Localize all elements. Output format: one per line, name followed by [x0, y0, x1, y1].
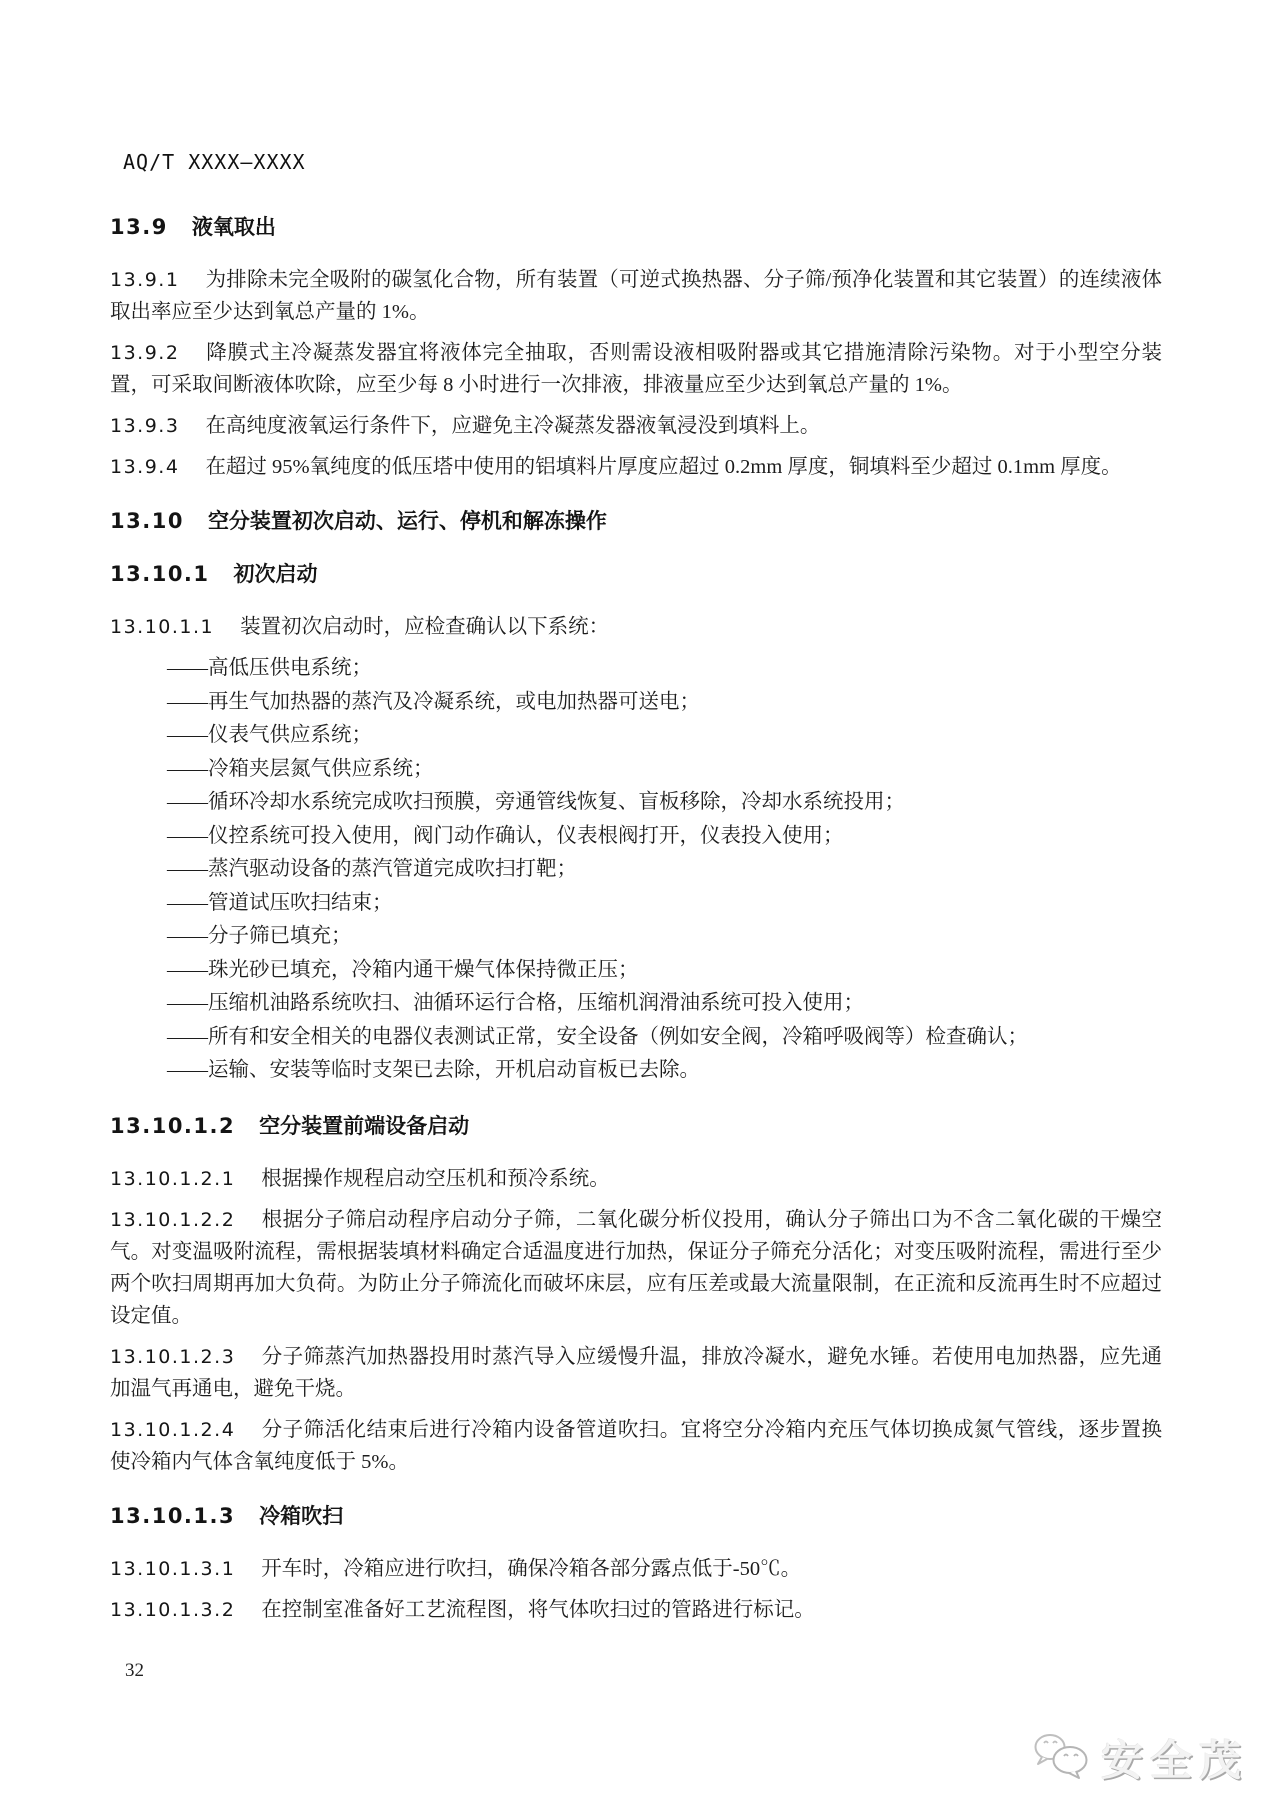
clause-paragraph: [110, 264, 1162, 328]
dash-list-item: ——压缩机油路系统吹扫、油循环运行合格，压缩机润滑油系统可投入使用；: [167, 992, 864, 1014]
clause-paragraph: [110, 1341, 1162, 1405]
dash-list-item: ——高低压供电系统；: [167, 657, 372, 679]
section-heading: [110, 560, 1162, 589]
clause-paragraph: [110, 337, 1162, 401]
standard-number-header: AQ/T XXXX—XXXX: [123, 150, 306, 174]
clause-text: 降膜式主冷凝蒸发器宜将液体完全抽取，否则需设液相吸附器或其它措施清除污染物。对于小型空分装置，可采取间断液体吹除，应至少每 8 小时进行一次排液，排液量应至少达到氧总产量的 1%。: [110, 342, 1162, 396]
page-number: 32: [125, 1660, 144, 1681]
heading-number: 13.10.1.3: [110, 1503, 236, 1528]
dash-list-item: ——分子筛已填充；: [167, 925, 352, 947]
clause-text: 装置初次启动时，应检查确认以下系统：: [240, 616, 610, 638]
clause-paragraph: [110, 1553, 1162, 1585]
dash-list-item: ——再生气加热器的蒸汽及冷凝系统，或电加热器可送电；: [167, 690, 700, 713]
heading-title: 空分装置前端设备启动: [259, 1114, 470, 1138]
heading-title: 冷箱吹扫: [259, 1504, 344, 1528]
document-content: [110, 213, 1162, 1635]
clause-text: 分子筛活化结束后进行冷箱内设备管道吹扫。宜将空分冷箱内充压气体切换成氮气管线，逐步置换使冷箱内气体含氧纯度低于 5%。: [110, 1418, 1162, 1473]
heading-title: 初次启动: [233, 563, 318, 586]
dash-list-item: ——循环冷却水系统完成吹扫预膜，旁通管线恢复、盲板移除，冷却水系统投用；: [167, 791, 905, 813]
clause-paragraph: [110, 611, 1162, 643]
dash-list-item: ——所有和安全相关的电器仪表测试正常，安全设备（例如安全阀，冷箱呼吸阀等）检查确认；: [167, 1025, 1028, 1048]
clause-number: 13.9.1: [110, 269, 180, 291]
clause-number: 13.9.2: [110, 342, 180, 364]
clause-number: 13.10.1.2.4: [110, 1418, 236, 1441]
clause-text: 在超过 95%氧纯度的低压塔中使用的铝填料片厚度应超过 0.2mm 厚度，铜填料至少超过 0.1mm 厚度。: [205, 456, 1122, 478]
clause-number: 13.9.3: [110, 415, 180, 437]
section-heading: [110, 213, 1162, 242]
dash-list-item: ——蒸汽驱动设备的蒸汽管道完成吹扫打靶；: [167, 858, 577, 880]
clause-text: 为排除未完全吸附的碳氢化合物，所有装置（可逆式换热器、分子筛/预净化装置和其它装置）的连续液体取出率应至少达到氧总产量的 1%。: [110, 269, 1162, 323]
clause-number: 13.9.4: [110, 456, 180, 478]
clause-number: 13.10.1.3.1: [110, 1557, 236, 1580]
clause-number: 13.10.1.3.2: [110, 1598, 236, 1621]
clause-text: 根据操作规程启动空压机和预冷系统。: [261, 1167, 610, 1190]
watermark: [1033, 1728, 1248, 1788]
clause-paragraph: [110, 410, 1162, 442]
heading-number: 13.10.1: [110, 562, 210, 586]
clause-paragraph: [110, 1163, 1162, 1195]
clause-text: 开车时，冷箱应进行吹扫，确保冷箱各部分露点低于-50℃。: [261, 1557, 802, 1580]
watermark-text: 安全茂: [1100, 1737, 1248, 1784]
clause-text: 根据分子筛启动程序启动分子筛，二氧化碳分析仪投用，确认分子筛出口为不含二氧化碳的干燥空气。对变温吸附流程，需根据装填材料确定合适温度进行加热，保证分子筛充分活化；对变压吸附流程，需进行至少两个吹扫周期再加大负荷。为防止分子筛流化而破坏床层，应有压差或最大流量限制，在正流和反流再生时不应超过设定值。: [110, 1208, 1162, 1327]
wechat-bubbles-icon: [1033, 1732, 1091, 1785]
section-heading: [110, 507, 1162, 536]
section-heading: [110, 1502, 1162, 1531]
clause-number: 13.10.1.2.3: [110, 1345, 236, 1368]
section-heading: [110, 1112, 1162, 1141]
clause-number: 13.10.1.1: [110, 616, 215, 638]
heading-number: 13.10: [110, 509, 184, 533]
dash-list-item: ——珠光砂已填充，冷箱内通干燥气体保持微正压；: [167, 958, 639, 981]
dash-list-item: ——仪控系统可投入使用，阀门动作确认，仪表根阀打开，仪表投入使用；: [167, 824, 844, 847]
clause-paragraph: [110, 451, 1162, 483]
clause-paragraph: [110, 1414, 1162, 1478]
dash-list-item: ——冷箱夹层氮气供应系统；: [167, 757, 434, 780]
clause-paragraph: [110, 1204, 1162, 1332]
clause-text: 在控制室准备好工艺流程图，将气体吹扫过的管路进行标记。: [261, 1598, 815, 1621]
clause-text: 在高纯度液氧运行条件下，应避免主冷凝蒸发器液氧浸没到填料上。: [205, 415, 821, 437]
heading-number: 13.9: [110, 215, 168, 239]
clause-paragraph: [110, 1594, 1162, 1626]
heading-title: 空分装置初次启动、运行、停机和解冻操作: [207, 510, 607, 533]
heading-number: 13.10.1.2: [110, 1113, 236, 1138]
clause-number: 13.10.1.2.1: [110, 1167, 236, 1190]
clause-text: 分子筛蒸汽加热器投用时蒸汽导入应缓慢升温，排放冷凝水，避免水锤。若使用电加热器，应先通加温气再通电，避免干烧。: [110, 1345, 1162, 1400]
clause-number: 13.10.1.2.2: [110, 1208, 236, 1231]
dash-list-item: ——管道试压吹扫结束；: [167, 891, 393, 914]
dash-list-item: ——仪表气供应系统；: [167, 724, 372, 746]
dash-list-item: ——运输、安装等临时支架已去除，开机启动盲板已去除。: [167, 1059, 700, 1081]
heading-title: 液氧取出: [191, 216, 276, 239]
